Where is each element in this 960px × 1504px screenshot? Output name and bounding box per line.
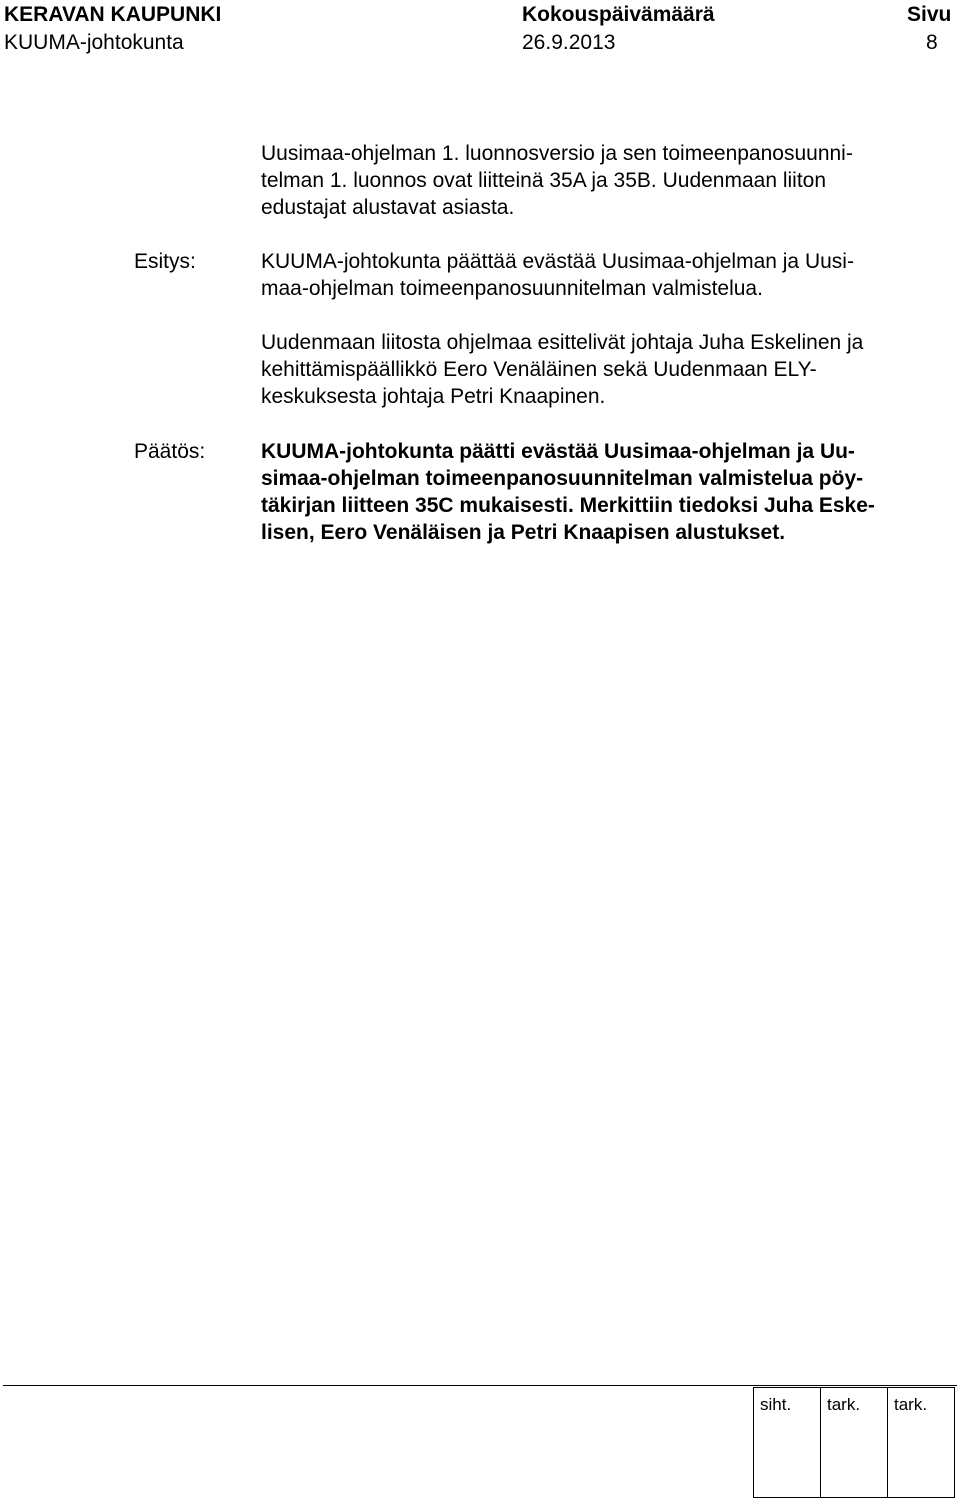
text-line: täkirjan liitteen 35C mukaisesti. Merkittiin tiedoksi Juha Eske- [261,494,875,517]
text-line: KUUMA-johtokunta päättää evästää Uusimaa-ohjelman ja Uusi- [261,250,854,273]
text-line: simaa-ohjelman toimeenpanosuunnitelman valmistelua pöy- [261,467,864,490]
date-label: Kokouspäivämäärä [522,3,715,26]
meeting-date: 26.9.2013 [522,31,616,54]
signature-box-label: siht. [760,1395,792,1414]
text-line: kehittämispäällikkö Eero Venäläinen sekä Uudenmaan ELY- [261,358,817,381]
decision-label: Päätös: [134,440,206,463]
text-line: edustajat alustavat asiasta. [261,196,515,219]
signature-boxes [753,1387,955,1498]
signature-box-label: tark. [894,1395,928,1414]
text-line: KUUMA-johtokunta päätti evästää Uusimaa-ohjelman ja Uu- [261,440,855,463]
intro-paragraph [261,140,953,221]
text-line: Uudenmaan liitosta ohjelmaa esittelivät johtaja Juha Eskelinen ja [261,331,864,354]
organization-name: KERAVAN KAUPUNKI [4,3,222,26]
proposal-label: Esitys: [134,250,196,273]
text-line: telman 1. luonnos ovat liitteinä 35A ja 35B. Uudenmaan liiton [261,169,827,192]
text-line: lisen, Eero Venäläisen ja Petri Knaapisen alustukset. [261,521,786,544]
signature-box-label: tark. [827,1395,861,1414]
text-line: Uusimaa-ohjelman 1. luonnosversio ja sen toimeenpanosuunni- [261,142,853,165]
page-label: Sivu [907,3,952,26]
signature-box-checker-1 [821,1388,888,1498]
text-line: keskuksesta johtaja Petri Knaapinen. [261,385,606,408]
committee-name: KUUMA-johtokunta [4,31,184,54]
presenters-paragraph [261,329,953,410]
text-line: maa-ohjelman toimeenpanosuunnitelman valmistelua. [261,277,763,300]
proposal-paragraph [261,248,953,302]
page-header [0,0,960,60]
signature-box-secretary [754,1388,821,1498]
decision-paragraph [261,438,953,546]
signature-box-checker-2 [888,1388,955,1498]
footer-divider [3,1385,957,1386]
page-number: 8 [926,31,938,54]
